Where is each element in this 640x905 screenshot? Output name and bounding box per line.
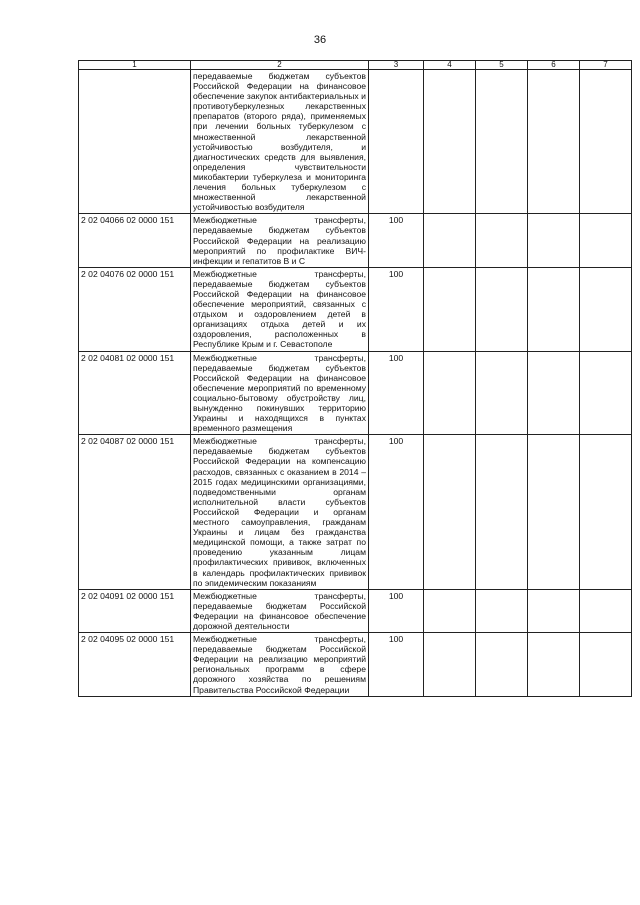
col3-cell: 100 — [369, 589, 424, 632]
col3-cell: 100 — [369, 351, 424, 435]
col6-cell — [528, 589, 580, 632]
column-header: 6 — [528, 61, 580, 70]
table-row — [79, 633, 632, 697]
col4-cell — [424, 70, 476, 214]
col7-cell — [580, 70, 632, 214]
column-header: 4 — [424, 61, 476, 70]
budget-code-cell: 2 02 04081 02 0000 151 — [79, 351, 191, 435]
col7-cell — [580, 351, 632, 435]
col3-cell — [369, 70, 424, 214]
col7-cell — [580, 589, 632, 632]
col7-cell — [580, 214, 632, 267]
col5-cell — [476, 214, 528, 267]
description-cell: передаваемые бюджетам субъектов Российской Федерации на финансовое обеспечение закупок антибактериальных и противотуберкулезных лекарственных препаратов (второго ряда), применяемых при лечении больных туберкулезом с множественной лекарственной устойчивостью возбудителя, и диагностических средств для выявления, определения чувствительности микобактерии туберкулеза и мониторинга лечения больных туберкулезом с множественной лекарственной устойчивостью возбудителя — [191, 70, 369, 214]
budget-code-cell: 2 02 04095 02 0000 151 — [79, 633, 191, 697]
col5-cell — [476, 589, 528, 632]
col4-cell — [424, 633, 476, 697]
col5-cell — [476, 435, 528, 589]
col4-cell — [424, 214, 476, 267]
page-number: 36 — [313, 34, 327, 46]
col3-cell: 100 — [369, 267, 424, 351]
col6-cell — [528, 70, 580, 214]
table-row — [79, 589, 632, 632]
table-row — [79, 214, 632, 267]
col3-cell: 100 — [369, 633, 424, 697]
budget-code-cell: 2 02 04076 02 0000 151 — [79, 267, 191, 351]
description-cell: Межбюджетные трансферты, передаваемые бюджетам Российской Федерации на реализацию мероприятий региональных программ в сфере дорожного хозяйства по решениям Правительства Российской Федерации — [191, 633, 369, 697]
table-row — [79, 435, 632, 589]
col5-cell — [476, 267, 528, 351]
col7-cell — [580, 267, 632, 351]
col6-cell — [528, 351, 580, 435]
header-row — [79, 61, 632, 70]
col4-cell — [424, 435, 476, 589]
col4-cell — [424, 267, 476, 351]
col6-cell — [528, 267, 580, 351]
description-cell: Межбюджетные трансферты, передаваемые бюджетам Российской Федерации на финансовое обеспечение дорожной деятельности — [191, 589, 369, 632]
budget-table — [78, 60, 632, 697]
col7-cell — [580, 633, 632, 697]
col5-cell — [476, 633, 528, 697]
column-header: 7 — [580, 61, 632, 70]
col3-cell: 100 — [369, 214, 424, 267]
col3-cell: 100 — [369, 435, 424, 589]
description-cell: Межбюджетные трансферты, передаваемые бюджетам субъектов Российской Федерации на компенсацию расходов, связанных с оказанием в 2014 – 2015 годах медицинскими организациями, подведомственными органам исполнительной власти субъектов Российской Федерации и органам местного самоуправления, гражданам Украины и лицам без гражданства медицинской помощи, а также затрат по проведению указанным лицам профилактических прививок, включенных в календарь профилактических прививок по эпидемическим показаниям — [191, 435, 369, 589]
col4-cell — [424, 351, 476, 435]
budget-code-cell: 2 02 04087 02 0000 151 — [79, 435, 191, 589]
table-row — [79, 351, 632, 435]
description-cell: Межбюджетные трансферты, передаваемые бюджетам субъектов Российской Федерации на финансовое обеспечение мероприятий по временному социально-бытовому обустройству лиц, вынужденно покинувших территорию Украины и находящихся в пунктах временного размещения — [191, 351, 369, 435]
column-header: 5 — [476, 61, 528, 70]
table-row — [79, 70, 632, 214]
col6-cell — [528, 435, 580, 589]
col5-cell — [476, 70, 528, 214]
description-cell: Межбюджетные трансферты, передаваемые бюджетам субъектов Российской Федерации на реализацию мероприятий по профилактике ВИЧ-инфекции и гепатитов В и С — [191, 214, 369, 267]
table-row — [79, 267, 632, 351]
col6-cell — [528, 633, 580, 697]
col6-cell — [528, 214, 580, 267]
budget-code-cell: 2 02 04091 02 0000 151 — [79, 589, 191, 632]
column-header: 3 — [369, 61, 424, 70]
col7-cell — [580, 435, 632, 589]
budget-code-cell — [79, 70, 191, 214]
column-header: 2 — [191, 61, 369, 70]
column-header: 1 — [79, 61, 191, 70]
col5-cell — [476, 351, 528, 435]
description-cell: Межбюджетные трансферты, передаваемые бюджетам субъектов Российской Федерации на финансовое обеспечение мероприятий, связанных с отдыхом и оздоровлением детей в организациях отдыха детей и их оздоровления, расположенных в Республике Крым и г. Севастополе — [191, 267, 369, 351]
budget-code-cell: 2 02 04066 02 0000 151 — [79, 214, 191, 267]
col4-cell — [424, 589, 476, 632]
